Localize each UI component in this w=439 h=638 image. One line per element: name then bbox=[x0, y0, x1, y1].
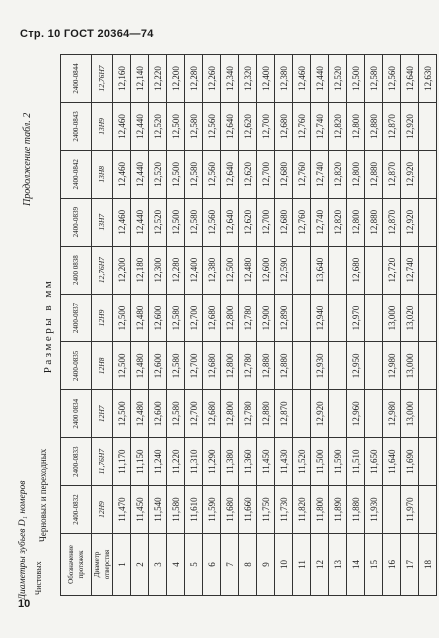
table-cell: 12,200 bbox=[167, 55, 185, 103]
table-cell: 13,020 bbox=[401, 294, 419, 342]
column-fit: 12H9 bbox=[92, 294, 113, 342]
row-number: 7 bbox=[221, 534, 239, 596]
table-cell: 12,820 bbox=[329, 102, 347, 150]
column-fit: 12,76H7 bbox=[92, 246, 113, 294]
table-cell: 12,890 bbox=[275, 294, 293, 342]
table-cell bbox=[419, 486, 437, 534]
table-cell: 12,400 bbox=[185, 246, 203, 294]
row-number: 11 bbox=[293, 534, 311, 596]
table-cell: 12,980 bbox=[383, 390, 401, 438]
table-cell: 12,580 bbox=[167, 390, 185, 438]
table-cell: 12,930 bbox=[311, 342, 329, 390]
table-cell bbox=[329, 294, 347, 342]
table-cell: 12,700 bbox=[257, 150, 275, 198]
table-cell: 11,510 bbox=[347, 438, 365, 486]
finish-label: Чистовых bbox=[34, 561, 43, 595]
table-cell bbox=[419, 150, 437, 198]
column-code: 2400-0837 bbox=[61, 294, 92, 342]
rotated-table-page bbox=[20, 54, 433, 596]
hole-diameter-label: Диаметр отверстия bbox=[92, 534, 113, 596]
table-cell: 12,900 bbox=[257, 294, 275, 342]
table-cell: 12,940 bbox=[311, 294, 329, 342]
table-cell: 12,600 bbox=[149, 294, 167, 342]
table-cell: 12,480 bbox=[131, 294, 149, 342]
page-number: 10 bbox=[18, 598, 31, 610]
table-cell: 12,520 bbox=[149, 198, 167, 246]
table-row bbox=[311, 55, 329, 596]
finish-label-wrapper bbox=[28, 555, 48, 595]
row-number: 17 bbox=[401, 534, 419, 596]
table-cell: 11,650 bbox=[365, 438, 383, 486]
table-cell: 12,800 bbox=[221, 342, 239, 390]
table-cell: 11,450 bbox=[257, 438, 275, 486]
column-code: 2400-0842 bbox=[61, 150, 92, 198]
row-number: 8 bbox=[239, 534, 257, 596]
table-cell: 12,700 bbox=[185, 342, 203, 390]
table-cell: 12,560 bbox=[203, 198, 221, 246]
table-cell: 12,600 bbox=[149, 342, 167, 390]
table-cell bbox=[419, 438, 437, 486]
table-cell: 11,580 bbox=[167, 486, 185, 534]
table-cell: 12,500 bbox=[113, 342, 131, 390]
table-cell: 12,780 bbox=[239, 390, 257, 438]
table-cell bbox=[293, 294, 311, 342]
table-cell: 12,700 bbox=[257, 198, 275, 246]
table-cell: 12,680 bbox=[275, 102, 293, 150]
table-cell: 12,680 bbox=[275, 150, 293, 198]
table-cell: 12,580 bbox=[365, 55, 383, 103]
table-row bbox=[365, 55, 383, 596]
table-cell: 13,000 bbox=[383, 294, 401, 342]
table-cell: 11,890 bbox=[329, 486, 347, 534]
table-cell: 12,500 bbox=[167, 102, 185, 150]
side-label-wrapper bbox=[8, 370, 28, 600]
table-cell: 11,750 bbox=[257, 486, 275, 534]
teeth-diameter-label: Диаметры зубьев D₁ номеров bbox=[18, 480, 28, 600]
table-row bbox=[347, 55, 365, 596]
table-cell: 11,470 bbox=[113, 486, 131, 534]
table-cell: 13,000 bbox=[401, 390, 419, 438]
row-number: 2 bbox=[131, 534, 149, 596]
table-cell: 12,380 bbox=[203, 246, 221, 294]
table-cell: 12,500 bbox=[167, 150, 185, 198]
column-code: 2400-0832 bbox=[61, 486, 92, 534]
table-cell: 11,450 bbox=[131, 486, 149, 534]
table-cell: 12,480 bbox=[131, 342, 149, 390]
table-cell: 12,280 bbox=[167, 246, 185, 294]
table-cell: 11,170 bbox=[113, 438, 131, 486]
table-cell: 11,730 bbox=[275, 486, 293, 534]
table-cell: 12,600 bbox=[149, 390, 167, 438]
table-row bbox=[419, 55, 437, 596]
table-cell: 12,880 bbox=[275, 342, 293, 390]
table-cell bbox=[365, 246, 383, 294]
row-number: 12 bbox=[311, 534, 329, 596]
table-cell: 12,500 bbox=[167, 198, 185, 246]
table-cell: 12,560 bbox=[383, 55, 401, 103]
table-cell: 12,920 bbox=[401, 102, 419, 150]
table-cell bbox=[329, 342, 347, 390]
table-cell: 12,870 bbox=[383, 102, 401, 150]
table-cell: 12,460 bbox=[113, 198, 131, 246]
table-cell: 12,500 bbox=[113, 390, 131, 438]
table-cell: 12,560 bbox=[203, 150, 221, 198]
table-cell: 12,680 bbox=[347, 246, 365, 294]
table-cell: 12,200 bbox=[113, 246, 131, 294]
table-cell bbox=[293, 390, 311, 438]
table-cell: 12,400 bbox=[257, 55, 275, 103]
table-cell: 11,500 bbox=[311, 438, 329, 486]
column-code: 2400-0833 bbox=[61, 438, 92, 486]
table-cell: 12,580 bbox=[167, 294, 185, 342]
row-number: 1 bbox=[113, 534, 131, 596]
table-cell bbox=[419, 246, 437, 294]
table-cell bbox=[383, 486, 401, 534]
table-cell bbox=[419, 390, 437, 438]
table-fit-row bbox=[92, 55, 113, 596]
table-cell: 12,780 bbox=[239, 294, 257, 342]
table-cell: 12,620 bbox=[239, 150, 257, 198]
table-row bbox=[167, 55, 185, 596]
table-cell: 12,640 bbox=[221, 198, 239, 246]
table-cell: 12,950 bbox=[347, 342, 365, 390]
table-cell: 12,880 bbox=[257, 390, 275, 438]
table-cell: 12,700 bbox=[185, 390, 203, 438]
table-cell bbox=[293, 342, 311, 390]
table-cell: 12,820 bbox=[329, 198, 347, 246]
table-cell: 12,460 bbox=[113, 150, 131, 198]
table-row bbox=[383, 55, 401, 596]
table-row bbox=[275, 55, 293, 596]
table-cell: 12,880 bbox=[257, 342, 275, 390]
table-cell: 12,340 bbox=[221, 55, 239, 103]
table-cell: 11,240 bbox=[149, 438, 167, 486]
column-fit: 12H8 bbox=[92, 342, 113, 390]
table-cell: 12,920 bbox=[311, 390, 329, 438]
table-cell: 12,440 bbox=[131, 102, 149, 150]
table-cell: 13,640 bbox=[311, 246, 329, 294]
table-cell: 12,440 bbox=[131, 150, 149, 198]
table-cell: 12,820 bbox=[329, 150, 347, 198]
table-cell: 11,310 bbox=[185, 438, 203, 486]
table-cell: 11,680 bbox=[221, 486, 239, 534]
table-cell bbox=[365, 342, 383, 390]
table-cell: 12,500 bbox=[221, 246, 239, 294]
table-cell bbox=[365, 294, 383, 342]
table-row bbox=[257, 55, 275, 596]
continuation-label: Продолжение табл. 2 bbox=[22, 112, 33, 206]
table-cell: 12,480 bbox=[131, 390, 149, 438]
table-cell: 11,820 bbox=[293, 486, 311, 534]
table-cell bbox=[419, 342, 437, 390]
column-code: 2400-0835 bbox=[61, 342, 92, 390]
row-number: 18 bbox=[419, 534, 437, 596]
table-cell: 12,740 bbox=[401, 246, 419, 294]
table-cell: 12,560 bbox=[203, 102, 221, 150]
table-cell: 12,870 bbox=[275, 390, 293, 438]
row-number: 6 bbox=[203, 534, 221, 596]
column-fit: 12H9 bbox=[92, 486, 113, 534]
table-cell bbox=[293, 246, 311, 294]
table-cell: 12,460 bbox=[293, 55, 311, 103]
row-number: 15 bbox=[365, 534, 383, 596]
table-cell: 12,590 bbox=[275, 246, 293, 294]
table-row bbox=[149, 55, 167, 596]
column-fit: 11,76H7 bbox=[92, 438, 113, 486]
table-cell: 12,760 bbox=[293, 198, 311, 246]
table-cell: 12,260 bbox=[203, 55, 221, 103]
table-cell: 11,800 bbox=[311, 486, 329, 534]
table-cell: 12,740 bbox=[311, 198, 329, 246]
table-cell bbox=[419, 102, 437, 150]
table-cell: 11,660 bbox=[239, 486, 257, 534]
column-fit: 12H7 bbox=[92, 390, 113, 438]
table-cell: 12,640 bbox=[221, 102, 239, 150]
table-cell: 11,150 bbox=[131, 438, 149, 486]
table-cell: 12,500 bbox=[113, 294, 131, 342]
table-cell: 12,140 bbox=[131, 55, 149, 103]
table-cell: 11,690 bbox=[401, 438, 419, 486]
table-cell: 12,700 bbox=[185, 294, 203, 342]
row-number: 13 bbox=[329, 534, 347, 596]
table-cell: 11,380 bbox=[221, 438, 239, 486]
table-cell: 12,960 bbox=[347, 390, 365, 438]
table-cell: 12,680 bbox=[203, 390, 221, 438]
table-cell bbox=[419, 198, 437, 246]
table-cell: 12,580 bbox=[185, 102, 203, 150]
table-cell: 12,640 bbox=[401, 55, 419, 103]
column-code: 2400-0844 bbox=[61, 55, 92, 103]
column-fit: 13H9 bbox=[92, 102, 113, 150]
table-row bbox=[329, 55, 347, 596]
table-cell: 11,590 bbox=[203, 486, 221, 534]
table-cell: 12,680 bbox=[275, 198, 293, 246]
table-cell: 12,640 bbox=[221, 150, 239, 198]
table-row bbox=[221, 55, 239, 596]
table-cell: 11,360 bbox=[239, 438, 257, 486]
table-cell: 12,760 bbox=[293, 150, 311, 198]
table-cell: 12,700 bbox=[257, 102, 275, 150]
table-header-row bbox=[61, 55, 92, 596]
table-cell: 12,480 bbox=[239, 246, 257, 294]
table-cell: 12,620 bbox=[239, 198, 257, 246]
table-cell: 12,520 bbox=[149, 102, 167, 150]
table-cell: 12,800 bbox=[221, 390, 239, 438]
table-cell: 12,580 bbox=[167, 342, 185, 390]
table-cell: 12,880 bbox=[365, 102, 383, 150]
table-cell: 12,800 bbox=[347, 102, 365, 150]
table-cell: 12,800 bbox=[221, 294, 239, 342]
table-cell: 12,440 bbox=[131, 198, 149, 246]
table-cell: 11,430 bbox=[275, 438, 293, 486]
table-row bbox=[239, 55, 257, 596]
table-cell: 11,540 bbox=[149, 486, 167, 534]
table-cell: 12,630 bbox=[419, 55, 437, 103]
table-cell: 11,610 bbox=[185, 486, 203, 534]
table-cell: 12,320 bbox=[239, 55, 257, 103]
table-cell: 12,740 bbox=[311, 102, 329, 150]
table-row bbox=[203, 55, 221, 596]
dimensions-table bbox=[60, 54, 437, 596]
page-header: Стр. 10 ГОСТ 20364—74 bbox=[20, 28, 154, 40]
table-cell bbox=[329, 246, 347, 294]
column-code: 2400 0838 bbox=[61, 246, 92, 294]
row-number: 16 bbox=[383, 534, 401, 596]
table-row bbox=[293, 55, 311, 596]
table-cell: 12,970 bbox=[347, 294, 365, 342]
table-cell: 12,440 bbox=[311, 55, 329, 103]
table-cell: 11,290 bbox=[203, 438, 221, 486]
table-cell: 11,520 bbox=[293, 438, 311, 486]
rough-label: Черновых и переходных bbox=[38, 448, 48, 542]
table-cell: 12,220 bbox=[149, 55, 167, 103]
table-cell: 11,640 bbox=[383, 438, 401, 486]
table-cell: 12,580 bbox=[185, 198, 203, 246]
table-cell: 12,720 bbox=[383, 246, 401, 294]
column-code: 2400-0843 bbox=[61, 102, 92, 150]
table-cell: 12,520 bbox=[329, 55, 347, 103]
table-cell: 12,920 bbox=[401, 150, 419, 198]
table-cell: 12,160 bbox=[113, 55, 131, 103]
rough-label-wrapper bbox=[28, 372, 48, 542]
column-code: 2400 0834 bbox=[61, 390, 92, 438]
table-cell: 12,880 bbox=[365, 198, 383, 246]
table-cell: 12,580 bbox=[185, 150, 203, 198]
table-row bbox=[185, 55, 203, 596]
row-number: 4 bbox=[167, 534, 185, 596]
table-cell: 12,280 bbox=[185, 55, 203, 103]
table-cell: 12,780 bbox=[239, 342, 257, 390]
column-fit: 13H7 bbox=[92, 198, 113, 246]
column-code: 2400-0839 bbox=[61, 198, 92, 246]
table-row bbox=[131, 55, 149, 596]
table-cell: 13,000 bbox=[401, 342, 419, 390]
table-cell: 11,930 bbox=[365, 486, 383, 534]
row-number: 14 bbox=[347, 534, 365, 596]
table-cell: 11,220 bbox=[167, 438, 185, 486]
table-cell bbox=[419, 294, 437, 342]
table-cell bbox=[365, 390, 383, 438]
table-row bbox=[113, 55, 131, 596]
column-fit: 13H8 bbox=[92, 150, 113, 198]
column-fit: 12,76H7 bbox=[92, 55, 113, 103]
table-cell: 12,920 bbox=[401, 198, 419, 246]
table-cell: 12,740 bbox=[311, 150, 329, 198]
table-cell: 12,460 bbox=[113, 102, 131, 150]
table-cell: 12,380 bbox=[275, 55, 293, 103]
table-cell: 12,980 bbox=[383, 342, 401, 390]
table-cell: 12,760 bbox=[293, 102, 311, 150]
table-cell: 12,800 bbox=[347, 198, 365, 246]
row-number: 10 bbox=[275, 534, 293, 596]
table-cell: 11,970 bbox=[401, 486, 419, 534]
row-number: 9 bbox=[257, 534, 275, 596]
table-cell: 12,520 bbox=[149, 150, 167, 198]
table-cell: 12,800 bbox=[347, 150, 365, 198]
row-number: 5 bbox=[185, 534, 203, 596]
table-cell: 12,300 bbox=[149, 246, 167, 294]
table-cell bbox=[329, 390, 347, 438]
table-cell: 12,500 bbox=[347, 55, 365, 103]
designation-label: Обозначение протяжек bbox=[61, 534, 92, 596]
table-cell: 12,620 bbox=[239, 102, 257, 150]
table-cell: 11,880 bbox=[347, 486, 365, 534]
table-cell: 12,870 bbox=[383, 150, 401, 198]
table-cell: 11,590 bbox=[329, 438, 347, 486]
table-cell: 12,680 bbox=[203, 294, 221, 342]
table-cell: 12,680 bbox=[203, 342, 221, 390]
table-cell: 12,600 bbox=[257, 246, 275, 294]
table-cell: 12,880 bbox=[365, 150, 383, 198]
row-number: 3 bbox=[149, 534, 167, 596]
dimensions-label: Размеры в мм bbox=[42, 278, 54, 374]
table-cell: 12,180 bbox=[131, 246, 149, 294]
table-row bbox=[401, 55, 419, 596]
table-cell: 12,870 bbox=[383, 198, 401, 246]
